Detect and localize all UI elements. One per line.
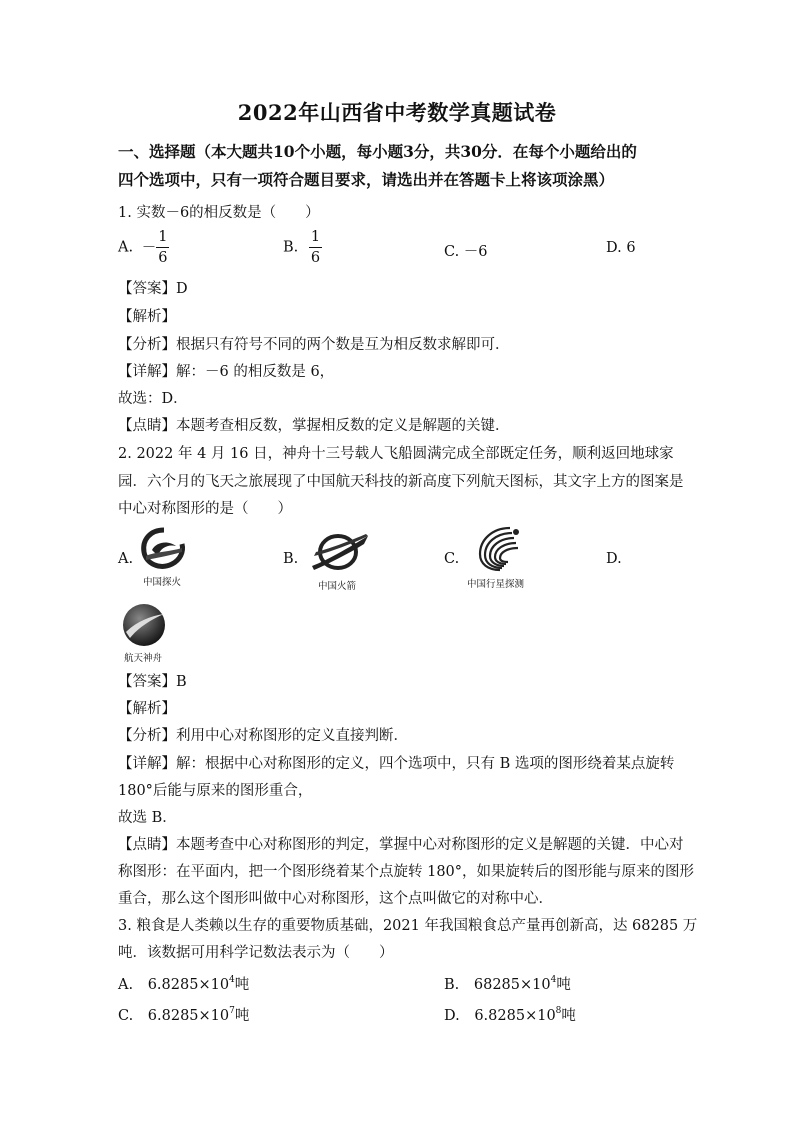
q3-option-b-base: 68285×10 xyxy=(473,977,551,993)
q3-option-a-exponent: 4 xyxy=(229,975,235,985)
q3-option-d-label: D. xyxy=(444,1008,460,1024)
q1-fenxi: 【分析】根据只有符号不同的两个数是互为相反数求解即可． xyxy=(118,337,510,353)
q2-stem-line2: 园．六个月的飞天之旅展现了中国航天科技的新高度下列航天图标，其文字上方的图案是 xyxy=(118,474,684,490)
q2-option-d-caption: 航天神舟 xyxy=(124,653,163,664)
q1-option-a-fraction xyxy=(156,230,169,265)
q2-xiangjie-line2: 180°后能与原来的图形重合， xyxy=(118,783,313,799)
q3-option-b-label: B. xyxy=(444,977,460,993)
q2-option-b-caption: 中国火箭 xyxy=(318,581,357,592)
q2-option-b-label: B. xyxy=(283,551,299,567)
q2-xiangjie-line1: 【详解】解：根据中心对称图形的定义，四个选项中，只有 B 选项的图形绕着某点旋转 xyxy=(118,756,675,772)
section-heading-line2: 四个选项中，只有一项符合题目要求，请选出并在答题卡上将该项涂黑） xyxy=(118,170,615,189)
q1-guxuan: 故选：D． xyxy=(118,391,188,407)
q2-option-c-label: C. xyxy=(444,551,460,567)
q2-stem-line1: 2. 2022 年 4 月 16 日，神舟十三号载人飞船圆满完成全部既定任务，顺利返回地球家 xyxy=(118,446,674,462)
q3-option-c-base: 6.8285×10 xyxy=(147,1008,230,1024)
q3-option-c xyxy=(118,1004,249,1025)
q3-option-d xyxy=(444,1004,576,1025)
page-title: 2022年山西省中考数学真题试卷 xyxy=(237,100,557,125)
q1-option-b-fraction xyxy=(309,230,322,265)
q3-option-a xyxy=(118,973,249,994)
q2-stem-line3: 中心对称图形的是（ ） xyxy=(118,501,292,517)
q1-option-a xyxy=(118,230,169,265)
q1-option-a-label: A. xyxy=(118,239,134,256)
q3-option-b-exponent: 4 xyxy=(550,975,557,985)
q2-dianjing-line3: 重合，那么这个图形叫做中心对称图形，这个点叫做它的对称中心． xyxy=(118,891,553,907)
q1-option-a-denominator: 6 xyxy=(158,249,168,266)
q2-option-a-label: A. xyxy=(118,551,134,567)
china-rocket-logo-icon xyxy=(308,530,372,576)
q1-option-c: C. －6 xyxy=(444,244,488,260)
q1-option-a-numerator: 1 xyxy=(156,230,169,248)
q2-guxuan: 故选 B． xyxy=(118,810,177,826)
planetary-exploration-logo-icon xyxy=(470,524,526,574)
q3-option-c-label: C. xyxy=(118,1008,134,1024)
q3-option-d-base: 6.8285×10 xyxy=(474,1008,556,1024)
q3-option-c-unit: 吨 xyxy=(234,1008,250,1024)
mars-exploration-logo-icon xyxy=(138,526,190,572)
q2-answer: 【答案】B xyxy=(118,674,187,690)
q1-option-a-sign: － xyxy=(141,239,157,256)
q1-jiexi: 【解析】 xyxy=(118,309,176,325)
q3-option-a-unit: 吨 xyxy=(234,977,250,993)
q1-stem: 1. 实数－6的相反数是（ ） xyxy=(118,205,320,221)
q3-stem-line2: 吨．该数据可用科学记数法表示为（ ） xyxy=(118,945,394,961)
q1-option-b xyxy=(283,230,322,265)
q2-dianjing-line2: 称图形：在平面内，把一个图形绕着某个点旋转 180°，如果旋转后的图形能与原来的图形 xyxy=(118,864,695,880)
q2-jiexi: 【解析】 xyxy=(118,701,176,717)
q1-option-b-numerator: 1 xyxy=(309,230,322,248)
q3-option-b xyxy=(444,973,571,994)
q2-dianjing-line1: 【点睛】本题考查中心对称图形的判定，掌握中心对称图形的定义是解题的关键．中心对 xyxy=(118,837,684,853)
q1-option-d: D. 6 xyxy=(606,240,636,256)
q1-xiangjie: 【详解】解：－6 的相反数是 6， xyxy=(118,364,335,380)
q1-dianjing: 【点睛】本题考查相反数，掌握相反数的定义是解题的关键． xyxy=(118,418,510,434)
q1-option-b-label: B. xyxy=(283,239,299,256)
q3-option-d-exponent: 8 xyxy=(555,1006,562,1016)
q2-option-c-caption: 中国行星探测 xyxy=(467,579,525,590)
section-heading-line1: 一、选择题（本大题共10个小题，每小题3分，共30分．在每个小题给出的 xyxy=(118,142,637,161)
q2-option-a-caption: 中国探火 xyxy=(143,577,182,588)
shenzhou-logo-icon xyxy=(120,602,168,648)
q3-option-c-exponent: 7 xyxy=(229,1006,235,1016)
q1-answer: 【答案】D xyxy=(118,281,188,297)
q3-option-a-label: A. xyxy=(118,977,134,993)
q3-option-d-unit: 吨 xyxy=(561,1008,576,1024)
q3-stem-line1: 3. 粮食是人类赖以生存的重要物质基础，2021 年我国粮食总产量再创新高，达 68285 万 xyxy=(118,918,698,934)
q2-option-d-label: D. xyxy=(606,551,622,567)
q2-fenxi: 【分析】利用中心对称图形的定义直接判断． xyxy=(118,728,408,744)
q3-option-b-unit: 吨 xyxy=(556,977,571,993)
q1-option-b-denominator: 6 xyxy=(310,249,321,266)
q3-option-a-base: 6.8285×10 xyxy=(147,977,230,993)
